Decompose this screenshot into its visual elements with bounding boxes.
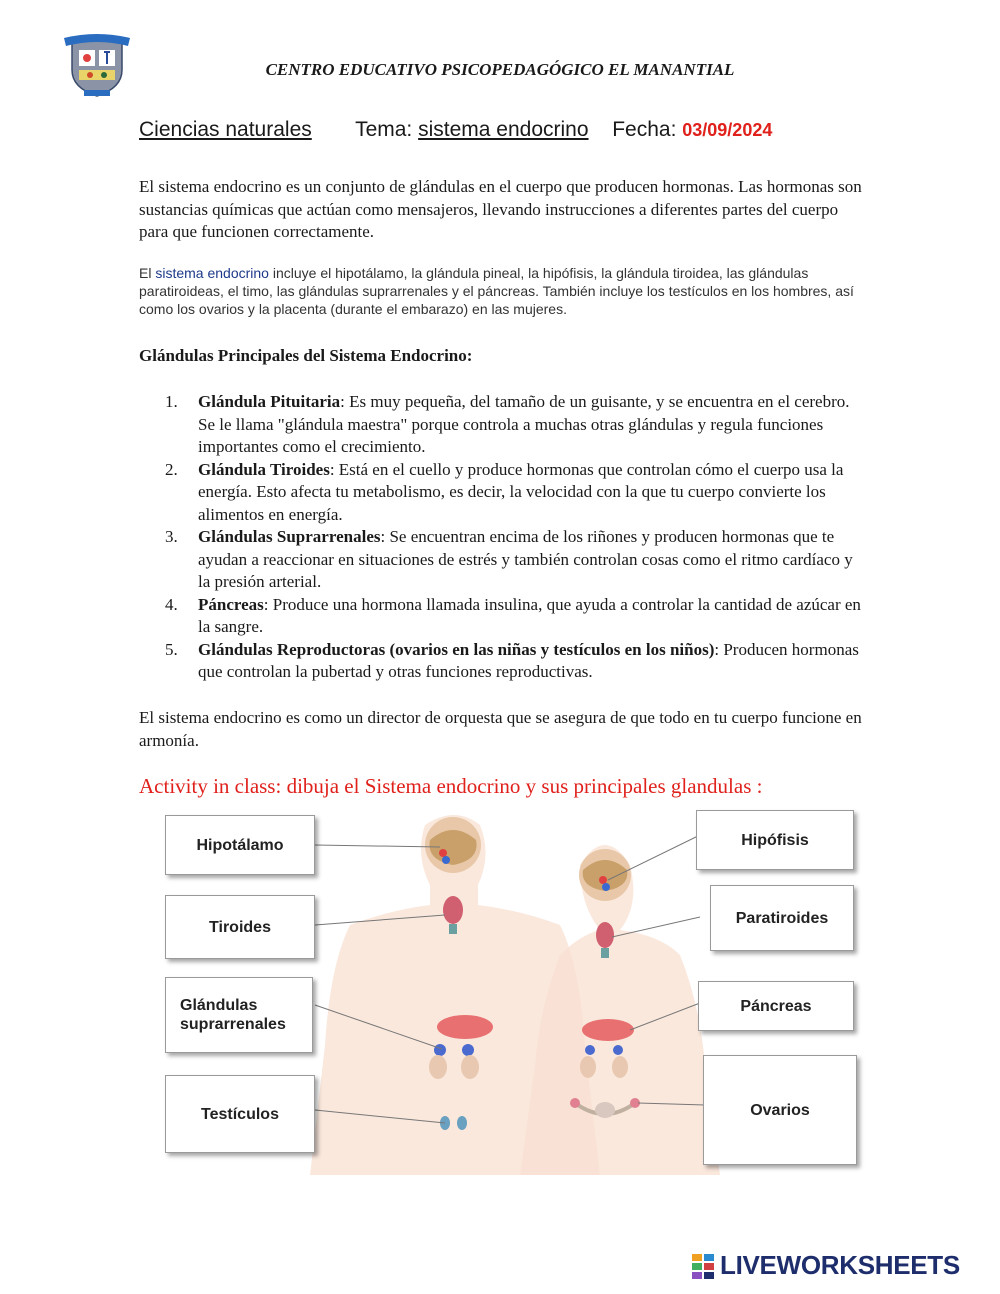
brand-text: LIVEWORKSHEETS xyxy=(720,1250,960,1280)
gland-name: Glándulas Suprarrenales xyxy=(198,527,381,546)
glands-heading: Glándulas Principales del Sistema Endocrino: xyxy=(139,346,473,365)
label-suprarrenales: Glándulas suprarrenales xyxy=(165,977,313,1053)
closing-paragraph: El sistema endocrino es como un director de orquesta que se asegura de que todo en tu cuerpo funcione en armonía. xyxy=(139,708,862,750)
glands-list-paragraph xyxy=(139,264,864,318)
list-item xyxy=(165,526,865,594)
list-item xyxy=(165,391,865,459)
endocrine-diagram xyxy=(160,805,865,1175)
liveworksheets-icon xyxy=(692,1254,716,1280)
school-name: CENTRO EDUCATIVO PSICOPEDAGÓGICO EL MANANTIAL xyxy=(265,60,735,79)
date-value: 03/09/2024 xyxy=(682,120,773,140)
item-number: 1. xyxy=(165,392,178,411)
gland-desc: : Es muy pequeña, del tamaño de un guisante, y se encuentra en el cerebro. Se le llama "glándula maestra" porque controla a muchas otras glándulas y regula funciones importantes como el crecimiento. xyxy=(198,392,850,456)
gland-desc: : Produce una hormona llamada insulina, que ayuda a controlar la cantidad de azúcar en la sangre. xyxy=(198,594,861,636)
label-paratiroides: Paratiroides xyxy=(710,885,854,951)
item-number: 2. xyxy=(165,459,178,479)
date-label: Fecha: xyxy=(612,118,677,141)
gland-name: Glándula Tiroides xyxy=(198,459,330,479)
label-hipotalamo: Hipotálamo xyxy=(165,815,315,875)
subject-title: Ciencias naturales xyxy=(139,118,312,141)
item-number: 3. xyxy=(165,527,178,546)
activity-instruction: Activity in class: dibuja el Sistema endocrino y sus principales glandulas : xyxy=(139,774,763,798)
gland-desc: : Se encuentran encima de los riñones y producen hormonas que te ayudan a reaccionar en situaciones de estrés y también controlan cosas como el ritmo cardíaco y la presión arterial. xyxy=(198,527,853,591)
topic-label: Tema: xyxy=(355,118,413,141)
list-item xyxy=(165,594,865,639)
gland-desc: : Producen hormonas que controlan la pubertad y otras funciones reproductivas. xyxy=(198,639,859,681)
gland-name: Glándula Pituitaria xyxy=(198,392,341,411)
list-item xyxy=(165,459,865,527)
gland-desc: : Está en el cuello y produce hormonas que controlan cómo el cuerpo usa la energía. Esto afecta tu metabolismo, es decir, la velocidad con la que tu cuerpo convierte los alimentos en energía. xyxy=(198,459,844,524)
label-testiculos: Testículos xyxy=(165,1075,315,1153)
label-tiroides: Tiroides xyxy=(165,895,315,959)
list-item xyxy=(165,639,865,684)
item-number: 4. xyxy=(165,594,178,614)
p2-term: sistema endocrino xyxy=(155,265,269,281)
item-number: 5. xyxy=(165,639,178,659)
label-hipofisis: Hipófisis xyxy=(696,810,854,870)
gland-name: Páncreas xyxy=(198,594,264,614)
label-pancreas: Páncreas xyxy=(698,981,854,1031)
glands-list xyxy=(165,391,865,684)
p2-rest: incluye el hipotálamo, la glándula pineal, la hipófisis, la glándula tiroidea, las glándulas paratiroideas, el timo, las glándulas suprarrenales y el páncreas. También incluye los testículos en los hombres, así como los ovarios y la placenta (durante el embarazo) en las mujeres. xyxy=(139,265,854,317)
gland-name: Glándulas Reproductoras (ovarios en las niñas y testículos en los niños) xyxy=(198,639,715,659)
p2-lead: El xyxy=(139,265,156,281)
female-body xyxy=(520,845,720,1175)
topic-title: sistema endocrino xyxy=(418,118,589,141)
intro-paragraph: El sistema endocrino es un conjunto de glándulas en el cuerpo que producen hormonas. Las hormonas son sustancias químicas que actúan como mensajeros, llevando instrucciones a diferentes partes del cuerpo para que funcionen correctamente. xyxy=(139,177,862,241)
title-line xyxy=(139,118,772,142)
label-ovarios: Ovarios xyxy=(703,1055,857,1165)
